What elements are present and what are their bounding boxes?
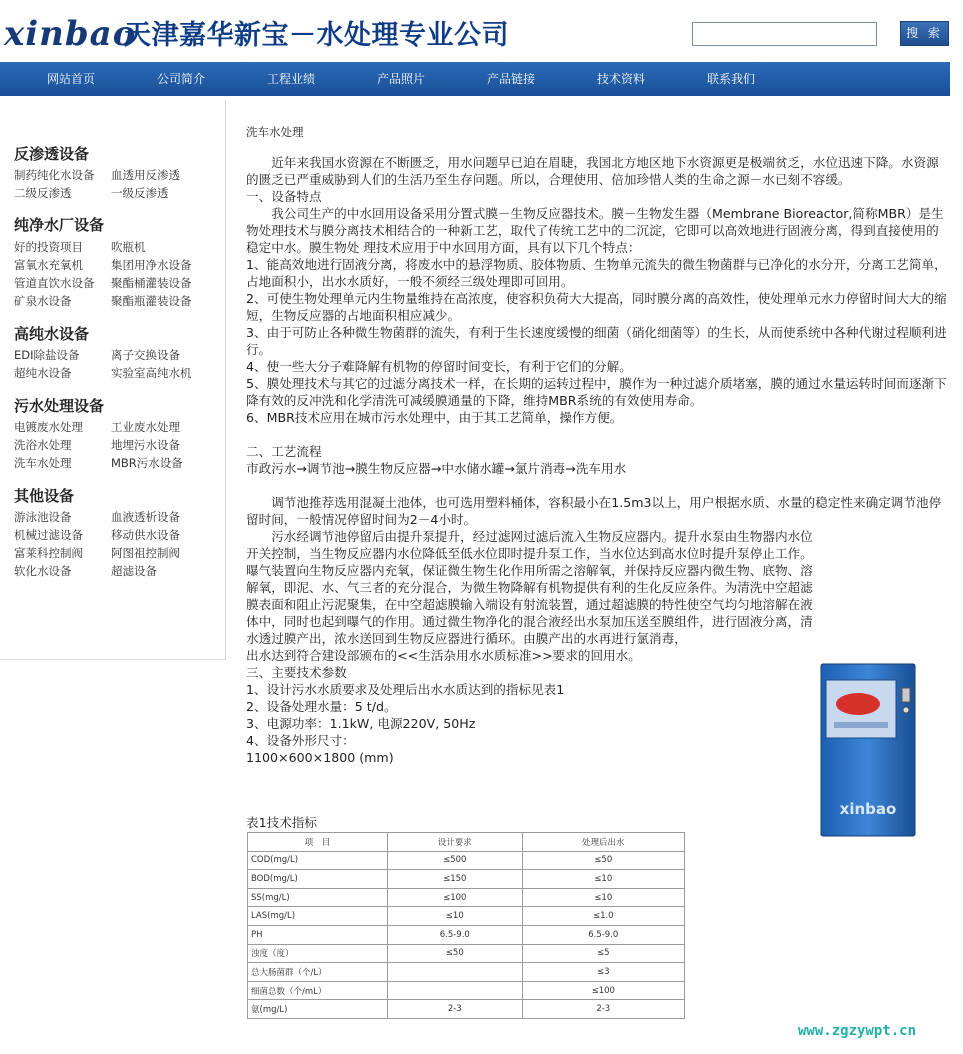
paragraph: 我公司生产的中水回用设备采用分置式膜－生物反应器技术。膜－生物发生器（Membrane Bioreactor,简称MBR）是生物处理技术与膜分离技术相结合的一种新工艺，取代了传统工艺中的二沉淀，它即可以高效地进行固液分离，得到直接使用的稳定中水。膜生物处 理技术应用于中水回用方面，具有以下几个特点：: [246, 206, 944, 255]
sidebar-link[interactable]: EDI除盐设备: [14, 348, 80, 362]
paragraph: 出水达到符合建设部颁布的<<生活杂用水水质标准>>要求的回用水。: [246, 648, 641, 663]
paragraph: 1、设计污水水质要求及处理后出水水质达到的指标见表1: [246, 682, 565, 697]
watermark: www.zgzywpt.cn: [798, 1023, 917, 1039]
table-cell: ≤10: [522, 870, 684, 889]
paragraph: 近年来我国水资源在不断匮乏，用水问题早已迫在眉睫，我国北方地区地下水资源更是极端贫乏，水位迅速下降。水资源的匮乏已严重威胁到人们的生活乃至生存问题。所以，合理使用、倍加珍惜人类的生命之源－水已刻不容缓。: [246, 155, 939, 187]
section-heading: 三、主要技术参数: [246, 665, 347, 680]
main-nav: [0, 62, 950, 96]
table-cell: ≤1.0: [522, 907, 684, 926]
spacer: [246, 426, 949, 443]
paragraph: 2、可使生物处理单元内生物量维持在高浓度，使容积负荷大大提高，同时膜分离的高效性，使处理单元水力停留时间大大的缩短，生物反应器的占地面积相应减少。: [246, 291, 947, 323]
paragraph: 调节池推荐选用混凝土池体，也可选用塑料桶体，容积最小在1.5m3以上，用户根据水质、水量的稳定性来确定调节池停留时间，一般情况停留时间为2－4小时。: [246, 495, 942, 527]
table-cell: LAS(mg/L): [248, 907, 388, 926]
nav-product-photos[interactable]: 产品照片: [377, 72, 426, 86]
table-cell: ≤10: [388, 907, 523, 926]
sidebar-link[interactable]: 软化水设备: [14, 564, 72, 578]
table-cell: 浊度（度）: [248, 944, 388, 963]
paragraph: 4、设备外形尺寸：: [246, 733, 355, 748]
table-cell: ≤500: [388, 851, 523, 870]
nav-product-links[interactable]: 产品链接: [487, 72, 536, 86]
paragraph: 污水经调节池停留后由提升泵提升，经过滤网过滤后流入生物反应器内。提升水泵由生物器内水位开关控制，当生物反应器内水位降低至低水位即时提升泵工作，当水位达到高水位时提升泵停止工作。曝气装置向生物反应器内充氧，保证微生物生化作用所需之溶解氧，并保持反应器内微生物、底物、溶解氧，即泥、水、气三者的充分混合，为微生物降解有机物提供有利的生化反应条件。为清洗中空超滤膜表面和阻止污泥聚集，在中空超滤膜输入端设有射流装置，通过超滤膜的特性使空气均匀地溶解在液体中，同时也起到曝气的作用。通过微生物净化的混合液经出水泵加压送至膜组件，进行固液分离，清水透过膜产出，浓水送回到生物反应器进行循环。由膜产出的水再进行氯消毒，: [246, 529, 813, 646]
table-cell: 氨(mg/L): [248, 1000, 388, 1019]
paragraph: 1、能高效地进行固液分离，将废水中的悬浮物质、胶体物质、生物单元流失的微生物菌群与已净化的水分开，分离工艺简单，占地面积小，出水水质好，一般不须经三级处理即可回用。: [246, 257, 947, 289]
nav-tech-docs[interactable]: 技术资料: [597, 72, 646, 86]
table-cell: [388, 981, 523, 1000]
process-flow: 市政污水→调节池→膜生物反应器→中水储水罐→氯片消毒→洗车用水: [246, 461, 627, 476]
table-row: [248, 870, 685, 889]
article-title: 洗车水处理: [246, 125, 304, 139]
sidebar-link[interactable]: MBR污水设备: [111, 456, 183, 470]
company-name: 天津嘉华新宝－水处理专业公司: [124, 20, 509, 51]
sidebar-link[interactable]: 好的投资项目: [14, 240, 83, 254]
nav-projects[interactable]: 工程业绩: [267, 72, 316, 86]
spec-table: [247, 832, 685, 1019]
sidebar-link[interactable]: 二级反渗透: [14, 186, 72, 200]
category-title-wastewater[interactable]: 污水处理设备: [14, 397, 105, 415]
sidebar-link[interactable]: 吹瓶机: [111, 240, 146, 254]
paragraph: 6、MBR技术应用在城市污水处理中，由于其工艺简单，操作方便。: [246, 410, 623, 425]
sidebar-link[interactable]: 血液透析设备: [111, 510, 180, 524]
product-photo: [818, 662, 918, 838]
sidebar-link[interactable]: 工业废水处理: [111, 420, 180, 434]
paragraph: 3、由于可防止各种微生物菌群的流失，有利于生长速度缓慢的细菌（硝化细菌等）的生长，从而使系统中各种代谢过程顺利进行。: [246, 325, 947, 357]
table-cell: ≤3: [522, 963, 684, 982]
sidebar-link[interactable]: 富莱科控制阀: [14, 546, 83, 560]
section-heading: 一、设备特点: [246, 189, 322, 204]
table-cell: ≤5: [522, 944, 684, 963]
table-header: 项 目: [248, 833, 388, 852]
paragraph: 3、电源功率：1.1kW, 电源220V, 50Hz: [246, 716, 476, 731]
table-cell: 细菌总数（个/mL）: [248, 981, 388, 1000]
sidebar-link[interactable]: 洗车水处理: [14, 456, 72, 470]
sidebar-link[interactable]: 地埋污水设备: [111, 438, 180, 452]
paragraph: 4、使一些大分子难降解有机物的停留时间变长，有利于它们的分解。: [246, 359, 632, 374]
table-cell: ≤10: [522, 888, 684, 907]
sidebar-link[interactable]: 集团用净水设备: [111, 258, 192, 272]
photo-brand-label: xinbao: [839, 800, 897, 818]
sidebar-link[interactable]: 离子交换设备: [111, 348, 180, 362]
nav-home[interactable]: 网站首页: [47, 72, 96, 86]
table-row: [248, 907, 685, 926]
table-cell: SS(mg/L): [248, 888, 388, 907]
table-cell: 总大肠菌群（个/L）: [248, 963, 388, 982]
table-title: 表1技术指标: [246, 815, 317, 830]
sidebar-link[interactable]: 移动供水设备: [111, 528, 180, 542]
sidebar-link[interactable]: 聚酯瓶灌装设备: [111, 294, 192, 308]
table-cell: 6.5-9.0: [388, 925, 523, 944]
sidebar-link[interactable]: 富氧水充氧机: [14, 258, 83, 272]
sidebar-link[interactable]: 电镀废水处理: [14, 420, 83, 434]
table-cell: ≤50: [522, 851, 684, 870]
nav-contact[interactable]: 联系我们: [707, 72, 756, 86]
logo-latin[interactable]: xinbao: [4, 14, 137, 54]
sidebar-link[interactable]: 一级反渗透: [111, 186, 169, 200]
nav-end-spacer: [950, 62, 963, 96]
sidebar-link[interactable]: 矿泉水设备: [14, 294, 72, 308]
paragraph: 1100×600×1800 (mm): [246, 750, 394, 765]
table-header-row: [248, 833, 685, 852]
category-title-high-purity[interactable]: 高纯水设备: [14, 325, 90, 343]
table-header: 处理后出水: [522, 833, 684, 852]
table-cell: 2-3: [522, 1000, 684, 1019]
sidebar-link[interactable]: 聚酯桶灌装设备: [111, 276, 192, 290]
table-row: [248, 925, 685, 944]
paragraph: 2、设备处理水量：5 t/d。: [246, 699, 397, 714]
table-cell: ≤50: [388, 944, 523, 963]
table-row: [248, 1000, 685, 1019]
table-cell: ≤100: [388, 888, 523, 907]
nav-about[interactable]: 公司简介: [157, 72, 206, 86]
table-row: [248, 963, 685, 982]
table-row: [248, 981, 685, 1000]
search-input[interactable]: [692, 22, 877, 46]
table-row: [248, 888, 685, 907]
sidebar-link[interactable]: 游泳池设备: [14, 510, 72, 524]
site-header: [0, 0, 963, 62]
sidebar-link[interactable]: 机械过滤设备: [14, 528, 83, 542]
sidebar-link[interactable]: 血透用反渗透: [111, 168, 180, 182]
sidebar-link[interactable]: 阿图祖控制阀: [111, 546, 180, 560]
sidebar-link[interactable]: 超纯水设备: [14, 366, 72, 380]
paragraph: 5、膜处理技术与其它的过滤分离技术一样，在长期的运转过程中，膜作为一种过滤介质堵塞，膜的通过水量运转时间而逐渐下降有效的反冲洗和化学清洗可减缓膜通量的下降，维持MBR系统的有效使用寿命。: [246, 376, 947, 408]
table-cell: ≤100: [522, 981, 684, 1000]
sidebar-link[interactable]: 实验室高纯水机: [111, 366, 192, 380]
sidebar-link[interactable]: 洗浴水处理: [14, 438, 72, 452]
table-cell: ≤150: [388, 870, 523, 889]
category-title-pure-water[interactable]: 纯净水厂设备: [14, 216, 105, 234]
table-cell: 6.5-9.0: [522, 925, 684, 944]
sidebar-link[interactable]: 制药纯化水设备: [14, 168, 95, 182]
category-title-other[interactable]: 其他设备: [14, 487, 75, 505]
table-cell: BOD(mg/L): [248, 870, 388, 889]
table-cell: 2-3: [388, 1000, 523, 1019]
search-button[interactable]: 搜 索: [900, 21, 949, 46]
table-cell: PH: [248, 925, 388, 944]
table-header: 设计要求: [388, 833, 523, 852]
sidebar-link[interactable]: 超滤设备: [111, 564, 157, 578]
section-heading: 二、工艺流程: [246, 444, 322, 459]
table-row: [248, 944, 685, 963]
spacer: [246, 477, 949, 494]
table-row: [248, 851, 685, 870]
category-title-ro[interactable]: 反渗透设备: [14, 145, 90, 163]
table-cell: [388, 963, 523, 982]
sidebar-link[interactable]: 管道直饮水设备: [14, 276, 95, 290]
table-cell: COD(mg/L): [248, 851, 388, 870]
